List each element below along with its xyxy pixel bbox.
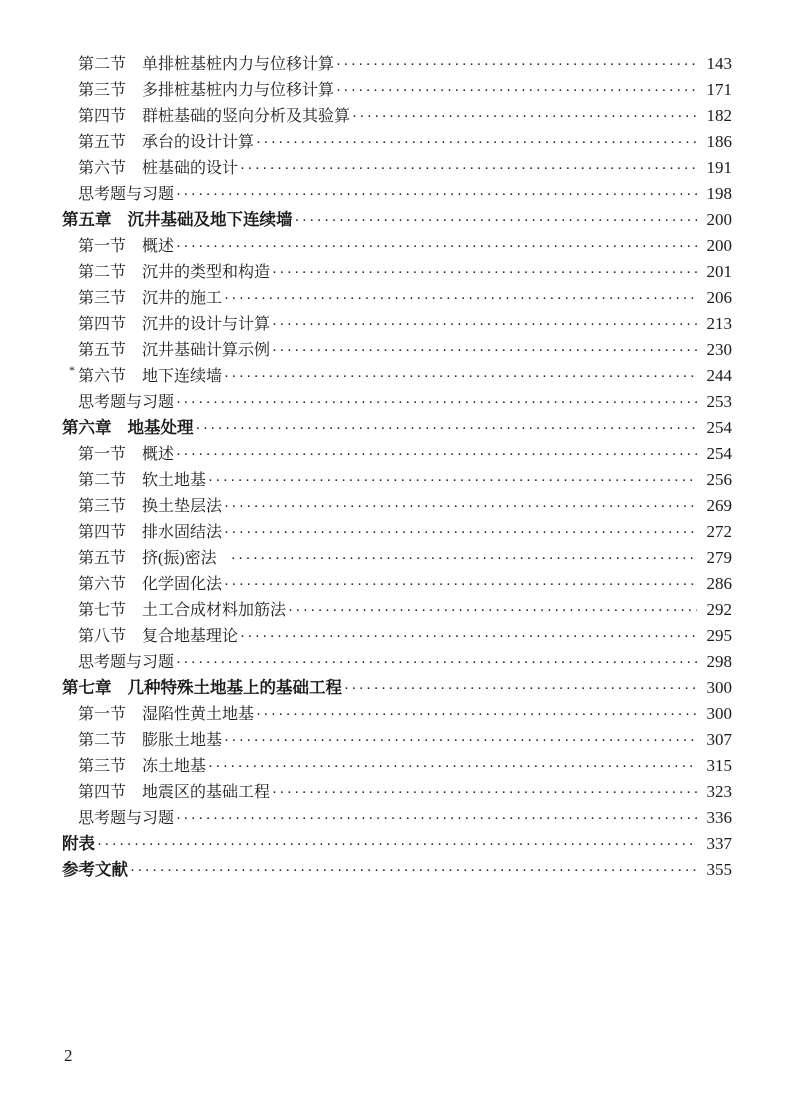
row-title: 沉井基础及地下连续墙	[127, 210, 293, 229]
toc-row	[62, 207, 732, 233]
row-label: 第二节	[78, 732, 127, 749]
row-label: 第四节	[78, 524, 127, 541]
row-page-number: 143	[706, 54, 732, 73]
row-title: 冻土地基	[142, 758, 207, 775]
row-title: 群桩基础的竖向分析及其验算	[142, 108, 351, 125]
dot-leader	[288, 598, 697, 624]
dot-leader	[295, 207, 698, 234]
row-title: 思考题与习题	[78, 810, 175, 827]
toc-row	[62, 51, 732, 77]
row-label: 第五节	[78, 550, 127, 567]
toc-row	[62, 389, 732, 415]
row-label: 第四节	[78, 108, 127, 125]
row-prefix: *	[69, 363, 75, 377]
toc-row	[62, 259, 732, 285]
row-title: 多排桩基桩内力与位移计算	[142, 82, 335, 99]
row-label: 第七节	[78, 602, 127, 619]
row-title: 几种特殊土地基上的基础工程	[127, 678, 342, 697]
row-title: 沉井的类型和构造	[142, 264, 271, 281]
row-title: 思考题与习题	[78, 394, 175, 411]
page-number: 2	[64, 1046, 73, 1065]
toc-row	[62, 467, 732, 493]
toc-row	[62, 233, 732, 259]
row-label: 第一节	[78, 446, 127, 463]
row-page-number: 307	[706, 730, 732, 749]
toc-row	[62, 623, 732, 649]
row-title: 土工合成材料加筋法	[142, 602, 287, 619]
dot-leader	[224, 364, 697, 390]
row-page-number: 279	[706, 548, 732, 567]
dot-leader	[240, 624, 697, 650]
row-title: 挤(振)密法	[142, 550, 217, 567]
toc-row	[62, 675, 732, 701]
row-page-number: 292	[706, 600, 732, 619]
row-title: 地震区的基础工程	[142, 784, 271, 801]
toc-row	[62, 519, 732, 545]
row-title: 排水固结法	[142, 524, 223, 541]
row-page-number: 355	[706, 860, 732, 879]
row-title: 复合地基理论	[142, 628, 239, 645]
row-page-number: 191	[706, 158, 732, 177]
row-label: 第三节	[78, 498, 127, 515]
row-title: 桩基础的设计	[142, 160, 239, 177]
toc-row	[62, 831, 732, 857]
row-page-number: 200	[706, 210, 732, 229]
toc-row	[62, 701, 732, 727]
dot-leader	[224, 494, 697, 520]
dot-leader	[176, 390, 697, 416]
row-page-number: 269	[706, 496, 732, 515]
toc-row	[62, 649, 732, 675]
row-page-number: 323	[706, 782, 732, 801]
dot-leader	[272, 780, 697, 806]
row-page-number: 198	[706, 184, 732, 203]
dot-leader	[336, 52, 697, 78]
dot-leader	[130, 857, 697, 884]
toc-row	[62, 545, 732, 571]
dot-leader	[176, 650, 697, 676]
row-page-number: 286	[706, 574, 732, 593]
row-label: 第一节	[78, 706, 127, 723]
dot-leader	[208, 754, 697, 780]
toc-row	[62, 181, 732, 207]
row-title: 换土垫层法	[142, 498, 223, 515]
row-page-number: 244	[706, 366, 732, 385]
dot-leader	[256, 702, 697, 728]
row-title: 思考题与习题	[78, 654, 175, 671]
dot-leader	[176, 234, 697, 260]
toc-row	[62, 753, 732, 779]
toc-row	[62, 597, 732, 623]
row-page-number: 171	[706, 80, 732, 99]
dot-leader	[272, 312, 697, 338]
dot-leader	[352, 104, 697, 130]
toc-row	[62, 779, 732, 805]
toc-row	[62, 727, 732, 753]
row-page-number: 254	[706, 418, 732, 437]
row-label: 第五节	[78, 342, 127, 359]
toc-row	[62, 415, 732, 441]
row-page-number: 295	[706, 626, 732, 645]
row-label: 第一节	[78, 238, 127, 255]
toc-row	[62, 155, 732, 181]
row-page-number: 300	[706, 704, 732, 723]
row-label: 第四节	[78, 316, 127, 333]
row-title: 地下连续墙	[142, 368, 223, 385]
row-label: 第三节	[78, 758, 127, 775]
row-label: 第六章	[62, 418, 112, 437]
row-title: 膨胀土地基	[142, 732, 223, 749]
row-page-number: 315	[706, 756, 732, 775]
row-label: 第二节	[78, 56, 127, 73]
row-title: 软土地基	[142, 472, 207, 489]
toc-row	[62, 805, 732, 831]
toc-row	[62, 311, 732, 337]
row-page-number: 201	[706, 262, 732, 281]
dot-leader	[224, 520, 697, 546]
row-page-number: 230	[706, 340, 732, 359]
row-label: 第二节	[78, 264, 127, 281]
row-title: 思考题与习题	[78, 186, 175, 203]
row-page-number: 213	[706, 314, 732, 333]
dot-leader	[176, 182, 697, 208]
toc-row	[62, 441, 732, 467]
row-page-number: 298	[706, 652, 732, 671]
dot-leader	[224, 728, 697, 754]
dot-leader	[272, 260, 697, 286]
row-title: 沉井的施工	[142, 290, 223, 307]
toc-row	[62, 337, 732, 363]
row-page-number: 300	[706, 678, 732, 697]
dot-leader	[196, 415, 698, 442]
row-label: 第六节	[78, 368, 127, 385]
row-title: 附表	[62, 834, 95, 853]
row-title: 概述	[142, 238, 175, 255]
toc-row	[62, 363, 732, 389]
row-label: 第三节	[78, 290, 127, 307]
row-label: 第八节	[78, 628, 127, 645]
dot-leader	[176, 442, 697, 468]
dot-leader	[224, 572, 697, 598]
row-page-number: 272	[706, 522, 732, 541]
row-page-number: 186	[706, 132, 732, 151]
row-page-number: 254	[706, 444, 732, 463]
dot-leader	[97, 831, 697, 858]
row-label: 第三节	[78, 82, 127, 99]
row-page-number: 256	[706, 470, 732, 489]
row-page-number: 206	[706, 288, 732, 307]
dot-leader	[272, 338, 697, 364]
row-page-number: 200	[706, 236, 732, 255]
row-title: 沉井的设计与计算	[142, 316, 271, 333]
dot-leader	[336, 78, 697, 104]
dot-leader	[224, 286, 697, 312]
row-label: 第七章	[62, 678, 112, 697]
toc-row	[62, 77, 732, 103]
row-label: 第五节	[78, 134, 127, 151]
row-page-number: 337	[706, 834, 732, 853]
toc-row	[62, 857, 732, 883]
row-title: 概述	[142, 446, 175, 463]
row-label: 第五章	[62, 210, 112, 229]
toc-row	[62, 571, 732, 597]
row-label: 第二节	[78, 472, 127, 489]
row-label: 第四节	[78, 784, 127, 801]
dot-leader	[344, 675, 697, 702]
row-label: 第六节	[78, 160, 127, 177]
row-title: 沉井基础计算示例	[142, 342, 271, 359]
row-title: 参考文献	[62, 860, 128, 879]
toc-row	[62, 285, 732, 311]
row-title: 单排桩基桩内力与位移计算	[142, 56, 335, 73]
row-title: 化学固化法	[142, 576, 223, 593]
toc-row	[62, 493, 732, 519]
row-title: 承台的设计计算	[142, 134, 255, 151]
row-page-number: 182	[706, 106, 732, 125]
dot-leader	[240, 156, 697, 182]
row-title: 湿陷性黄土地基	[142, 706, 255, 723]
dot-leader	[231, 546, 697, 572]
row-label: 第六节	[78, 576, 127, 593]
toc-list	[62, 51, 732, 883]
dot-leader	[208, 468, 697, 494]
toc-row	[62, 129, 732, 155]
row-title: 地基处理	[127, 418, 194, 437]
row-page-number: 253	[706, 392, 732, 411]
dot-leader	[176, 806, 697, 832]
row-page-number: 336	[706, 808, 732, 827]
toc-row	[62, 103, 732, 129]
dot-leader	[256, 130, 697, 156]
